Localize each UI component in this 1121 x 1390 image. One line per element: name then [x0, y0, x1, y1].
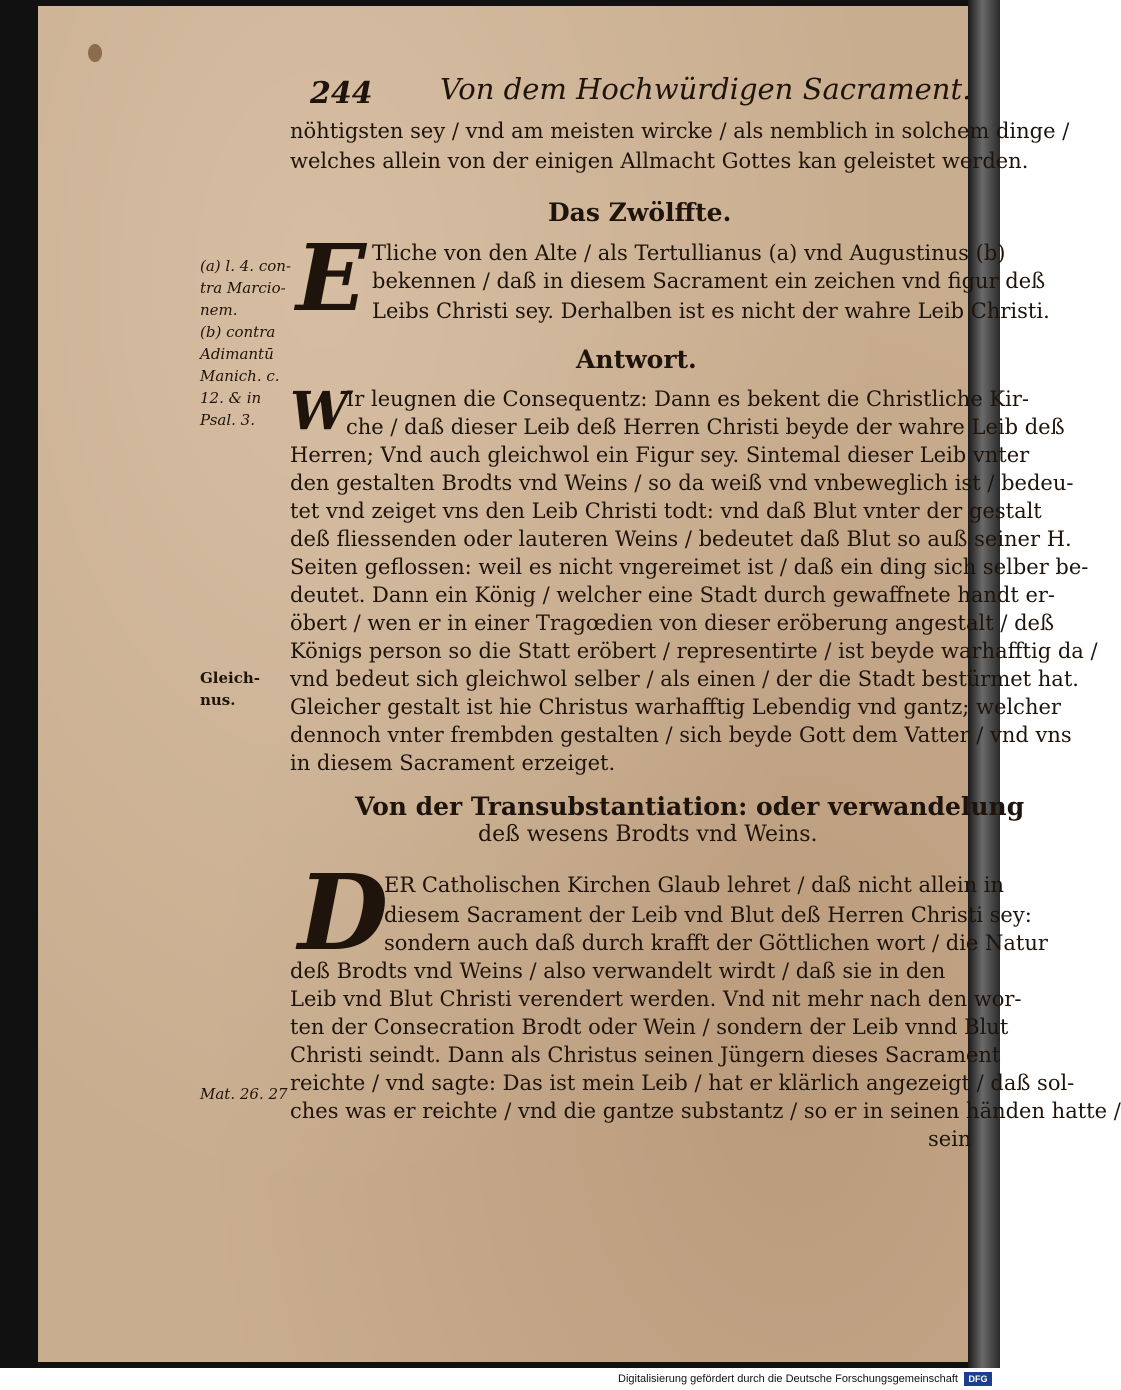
body-line: Leibs Christi sey. Derhalben ist es nicht der wahre Leib Christi.	[372, 299, 1050, 323]
running-title: Von dem Hochwürdigen Sacrament.	[440, 72, 972, 106]
drop-capital: E	[296, 224, 367, 332]
section-subtitle: deß wesens Brodts vnd Weins.	[478, 822, 818, 847]
body-line: bekennen / daß in diesem Sacrament ein zeichen vnd figur deß	[372, 269, 1046, 293]
body-line: öbert / wen er in einer Tragœdien von dieser eröberung angestalt / deß	[290, 611, 1054, 635]
ink-stain	[88, 44, 102, 62]
body-line: deß fliessenden oder lauteren Weins / bedeutet daß Blut so auß seiner H.	[290, 527, 1072, 551]
marginal-note-line: Psal. 3.	[200, 411, 255, 429]
catchword: sein	[928, 1127, 972, 1151]
body-line: vnd bedeut sich gleichwol selber / als einen / der die Stadt bestürmet hat.	[290, 667, 1079, 691]
marginal-note-line: (a) l. 4. con-	[200, 257, 291, 275]
body-line: tet vnd zeiget vns den Leib Christi todt: vnd daß Blut vnter der gestalt	[290, 499, 1042, 523]
drop-capital: W	[290, 381, 349, 442]
drop-capital: D	[298, 851, 389, 974]
body-line: deutet. Dann ein König / welcher eine Stadt durch gewaffnete handt er-	[290, 583, 1056, 607]
dfg-logo-icon: DFG	[964, 1372, 992, 1386]
marginal-note-line: 12. & in	[200, 389, 262, 407]
marginal-note-line: nem.	[200, 301, 238, 319]
marginal-note-line: (b) contra	[200, 323, 276, 341]
page-number: 244	[310, 76, 373, 111]
body-line: deß Brodts vnd Weins / also verwandelt wirdt / daß sie in den	[290, 959, 946, 983]
body-line: Seiten geflossen: weil es nicht vngereimet ist / daß ein ding sich selber be-	[290, 555, 1089, 579]
section-title: Das Zwölffte.	[548, 198, 732, 227]
body-line: nöhtigsten sey / vnd am meisten wircke / als nemblich in solchem dinge /	[290, 119, 1070, 143]
marginal-note-line: nus.	[200, 691, 236, 709]
body-line: Ir leugnen die Consequentz: Dann es bekent die Christliche Kir-	[346, 387, 1029, 411]
digitization-footer	[0, 1370, 1000, 1390]
body-line: sondern auch daß durch krafft der Göttlichen wort / die Natur	[384, 931, 1048, 955]
body-line: dennoch vnter frembden gestalten / sich beyde Gott dem Vatter / vnd vns	[290, 723, 1072, 747]
marginal-note-line: Mat. 26. 27	[200, 1085, 288, 1103]
footer-text: Digitalisierung gefördert durch die Deutsche Forschungsgemeinschaft	[618, 1373, 958, 1385]
body-line: Leib vnd Blut Christi verendert werden. Vnd nit mehr nach den wor-	[290, 987, 1022, 1011]
body-line: den gestalten Brodts vnd Weins / so da weiß vnd vnbeweglich ist / bedeu-	[290, 471, 1074, 495]
body-line: diesem Sacrament der Leib vnd Blut deß Herren Christi sey:	[384, 903, 1032, 927]
body-line: in diesem Sacrament erzeiget.	[290, 751, 616, 775]
marginal-note-line: Manich. c.	[200, 367, 280, 385]
body-line: Königs person so die Statt eröbert / representirte / ist beyde warhafftig da /	[290, 639, 1098, 663]
body-line: ches was er reichte / vnd die gantze substantz / so er in seinen händen hatte /	[290, 1099, 1121, 1123]
body-line: che / daß dieser Leib deß Herren Christi beyde der wahre Leib deß	[346, 415, 1065, 439]
body-line: ER Catholischen Kirchen Glaub lehret / daß nicht allein in	[384, 873, 1004, 897]
section-title: Von der Transubstantiation: oder verwandelung	[355, 792, 1025, 821]
marginal-note-line: Adimantū	[200, 345, 274, 363]
marginal-note-line: Gleich-	[200, 669, 261, 687]
body-line: ten der Consecration Brodt oder Wein / sondern der Leib vnnd Blut	[290, 1015, 1009, 1039]
marginal-note-line: tra Marcio-	[200, 279, 286, 297]
body-line: Herren; Vnd auch gleichwol ein Figur sey. Sintemal dieser Leib vnter	[290, 443, 1030, 467]
section-title: Antwort.	[576, 345, 697, 374]
body-line: welches allein von der einigen Allmacht Gottes kan geleistet werden.	[290, 149, 1029, 173]
body-line: reichte / vnd sagte: Das ist mein Leib / hat er klärlich angezeigt / daß sol-	[290, 1071, 1075, 1095]
body-line: Tliche von den Alte / als Tertullianus (a) vnd Augustinus (b)	[372, 241, 1006, 265]
body-line: Gleicher gestalt ist hie Christus warhafftig Lebendig vnd gantz; welcher	[290, 695, 1061, 719]
body-line: Christi seindt. Dann als Christus seinen Jüngern dieses Sacrament	[290, 1043, 1001, 1067]
